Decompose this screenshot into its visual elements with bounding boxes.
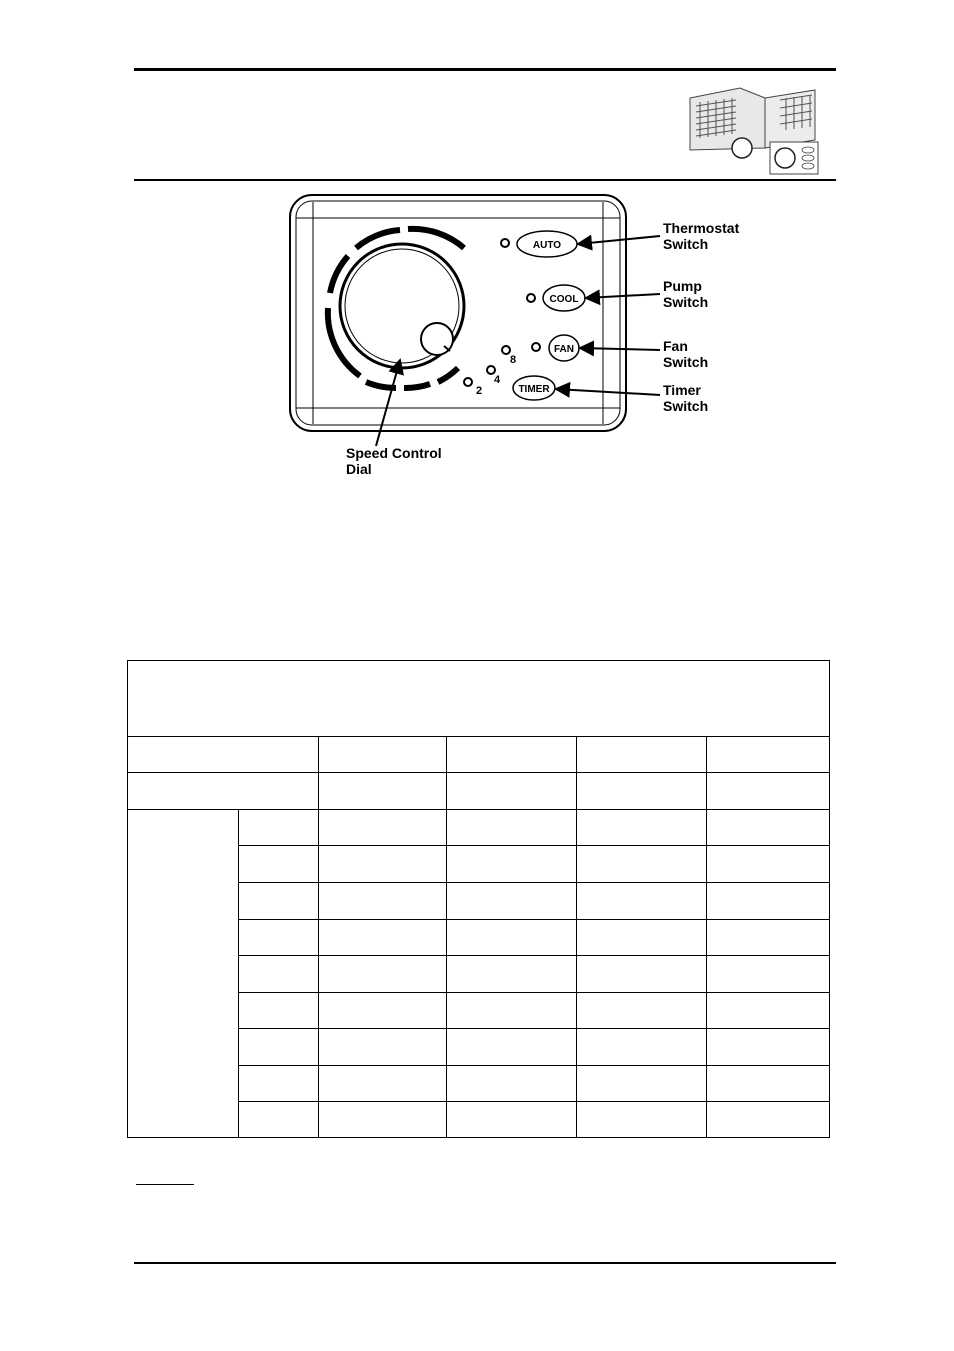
table-rule [318,736,319,1137]
product-thumbnail [680,78,820,176]
table-rule [238,1028,829,1029]
timer-led-4 [487,366,495,374]
fan-switch-callout: Fan Switch [663,338,709,370]
pump-switch-callout: Pump Switch [663,278,709,310]
thermostat-switch-callout: Thermostat Switch [663,220,740,252]
table-rule [238,919,829,920]
table-rule [128,772,829,773]
auto-led [501,239,509,247]
table-rule [706,736,707,1137]
table-rule [238,1101,829,1102]
footer-rule [134,1262,836,1264]
spec-table [127,660,830,1138]
table-rule [238,882,829,883]
table-rule [238,992,829,993]
timer-led-8 [502,346,510,354]
timer-button-label: TIMER [518,384,550,395]
timer-switch-callout: Timer Switch [663,382,709,414]
table-title [128,661,829,736]
timer-mark-2: 2 [476,385,483,397]
timer-mark-4: 4 [494,374,501,386]
timer-mark-8: 8 [510,354,517,366]
cool-led [527,294,535,302]
table-rule [238,845,829,846]
table-rule [446,736,447,1137]
table-rule [128,809,829,810]
note-label [136,1168,194,1185]
header-bottom-rule [134,179,836,181]
fan-led [532,343,540,351]
table-rule [128,736,829,737]
speed-control-dial-callout: Speed Control Dial [346,445,442,477]
header-top-rule [134,68,836,71]
fan-button-label: FAN [554,344,574,355]
table-rule [238,809,239,1137]
table-rule [238,955,829,956]
table-rule [576,736,577,1137]
timer-led-2 [464,378,472,386]
auto-button-label: AUTO [532,240,562,251]
table-rule [238,1065,829,1066]
cool-button-label: COOL [549,294,579,305]
